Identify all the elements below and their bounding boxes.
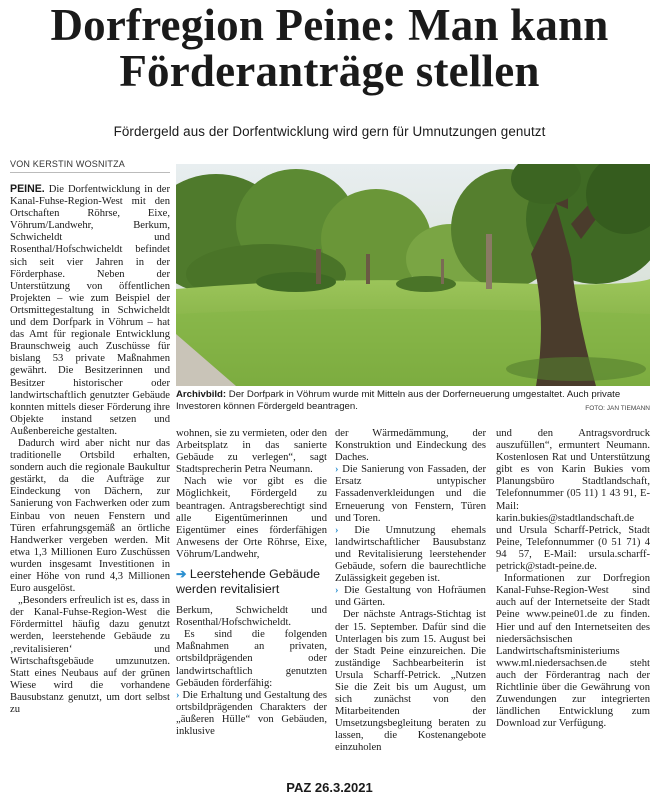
bullet-triangle-icon: › xyxy=(335,585,339,597)
paragraph: „Besonders erfreulich ist es, dass in der Kanal-Fuhse-Region-West die Fördermittel häufig dazu genutzt werden, leerstehende Gebäude zu ‚revitalisieren‘ und Wirtschaftsgebäude umzunutzen. Statt eines Neubaus auf der grünen Wiese wird die vorhandene Bausubstanz genutzt, um dort selbst zu xyxy=(10,595,170,716)
article-photo xyxy=(176,164,650,386)
bullet-item: › Die Erhaltung und Gestaltung des ortsbildprägenden Charakters der „äußeren Hülle“ von Gebäuden, inklusive xyxy=(176,689,327,737)
paragraph: Dadurch wird aber nicht nur das traditionelle Ortsbild erhalten, sondern auch die regionale Baukultur gestärkt, da die Aufträge zur Eindeckung von Dächern, zur Sanierung von Fachwerken oder zum Einbau von neuen Fenstern und Türen erfahrungsgemäß an örtliche Handwerker vergeben werden. Mit etwa 1,3 Millionen Euro Zuschüssen wurden insgesamt Investitionen in einer Höhe von rund 4,3 Millionen Euro ausgelöst. xyxy=(10,437,170,595)
caption-text: Der Dorfpark in Vöhrum wurde mit Mitteln aus der Dorferneuerung umgestaltet. Auch private Investoren können Fördergeld beantragen. xyxy=(176,389,621,412)
bullet-item: › Die Gestaltung von Hofräumen und Gärten. xyxy=(335,585,486,609)
paragraph: Berkum, Schwicheldt und Rosenthal/Hofschwicheldt. xyxy=(176,605,327,629)
paragraph: Der nächste Antrags-Stichtag ist der 15. September. Dafür sind die Unterlagen bis zum 15. August bei der Stadt Peine einzureichen. Die zuständige Sachbearbeiterin ist Ursula Scharff-Petrick. „Nutzen Sie die Zeit bis um August, um sich zunächst von den Mitarbeitenden der Umsetzungsbegleitung beraten zu lassen, die Kostenangebote einzuholen xyxy=(335,609,486,754)
headline-line-2: Förderanträge stellen xyxy=(119,46,540,96)
byline-rule xyxy=(10,172,170,173)
paragraph: und den Antragsvordruck auszufüllen“, ermuntert Neumann. Kostenlosen Rat und Unterstützung gibt es von Karin Bukies vom Planungsbüro Stadtlandschaft, Telefonnummer (05 11) 1 43 91, E-Mail: karin.bukies@stadtlandschaft.de und Ursula Scharff-Petrick, Stadt Peine, Telefonnummer (0 51 71) 4 94 57, E-Mail: ursula.scharff-petrick@stadt-peine.de. xyxy=(496,428,650,573)
paragraph: PEINE. Die Dorfentwicklung in der Kanal-Fuhse-Region-West mit den Ortschaften Röhrse, Eixe, Vöhrum/Landwehr, Berkum, Schwicheldt und Rosenthal/Hofschwicheldt befindet sich seit vier Jahren in der Förderphase. Neben der Unterstützung von öffentlichen Projekten – wie zum Beispiel der Ortsmittegestaltung in Schwicheldt und dem Dorfpark in Vöhrum – hat das Amt für regionale Entwicklung Braunschweig auch Zuschüsse für bislang 53 private Maßnahmen gewährt. Die Besitzerinnen und Besitzer historischer oder landwirtschaftlich genutzter Gebäude konnten mittels dieser Förderung ihre Objekte instand setzen und Außenbereiche gestalten. xyxy=(10,183,170,437)
bullet-item: › Die Sanierung von Fassaden, der Ersatz untypischer Fassadenverkleidungen und die Erneuerung von Fenstern, Türen und Toren. xyxy=(335,464,486,524)
article-column-2 xyxy=(176,428,327,738)
caption-label: Archivbild: xyxy=(176,389,227,400)
headline-line-1: Dorfregion Peine: Man kann xyxy=(50,0,609,50)
paragraph: Es sind die folgenden Maßnahmen an privaten, ortsbildprägenden oder landwirtschaftlich genutzten Gebäuden förderfähig: xyxy=(176,629,327,689)
photo-credit: FOTO: JAN TIEMANN xyxy=(585,404,650,412)
bullet-triangle-icon: › xyxy=(335,464,339,476)
article-column-3 xyxy=(335,428,486,755)
paragraph: wohnen, sie zu vermieten, oder den Arbeitsplatz in das sanierte Gebäude zu verlegen“, sagt Stadtsprecherin Petra Neumann. xyxy=(176,428,327,476)
dateline: PEINE. xyxy=(10,183,45,195)
headline xyxy=(0,2,659,94)
source-footer: PAZ 26.3.2021 xyxy=(286,780,373,795)
photo-caption xyxy=(176,389,650,415)
paragraph: Informationen zur Dorfregion Kanal-Fuhse-Region-West sind auch auf der Internetseite der Stadt Peine www.peine01.de zu finden. Hier und auf den Internetseiten des niedersächsischen Landwirtschaftsministeriums www.ml.niedersachsen.de steht auch der Förderantrag nach der Richtlinie über die Gewährung von Zuwendungen zur integrierten ländlichen Entwicklung zum Download zur Verfügung. xyxy=(496,573,650,730)
section-subheading: ➔ Leerstehende Gebäude werden revitalisiert xyxy=(176,567,321,597)
paragraph: Nach wie vor gibt es die Möglichkeit, Fördergeld zu beantragen. Antragsberechtigt sind alle Eigentümerinnen und Eigentümer eines förderfähigen Anwesens der Orte Röhrse, Eixe, Vöhrum/Landwehr, xyxy=(176,476,327,560)
arrow-right-icon: ➔ xyxy=(176,567,187,582)
byline: VON KERSTIN WOSNITZA xyxy=(10,159,126,169)
bullet-triangle-icon: › xyxy=(335,524,339,536)
bullet-triangle-icon: › xyxy=(176,689,180,701)
article-column-1 xyxy=(10,183,170,716)
subheadline: Fördergeld aus der Dorfentwicklung wird gern für Umnutzungen genutzt xyxy=(113,124,546,139)
article-column-4 xyxy=(496,428,650,730)
paragraph: der Wärmedämmung, der Konstruktion und Eindeckung des Daches. xyxy=(335,428,486,464)
bullet-item: › Die Umnutzung ehemals landwirtschaftlicher Bausubstanz und Revitalisierung leerstehender Gebäude, sofern die baurechtliche Zulässigkeit gegeben ist. xyxy=(335,524,486,585)
